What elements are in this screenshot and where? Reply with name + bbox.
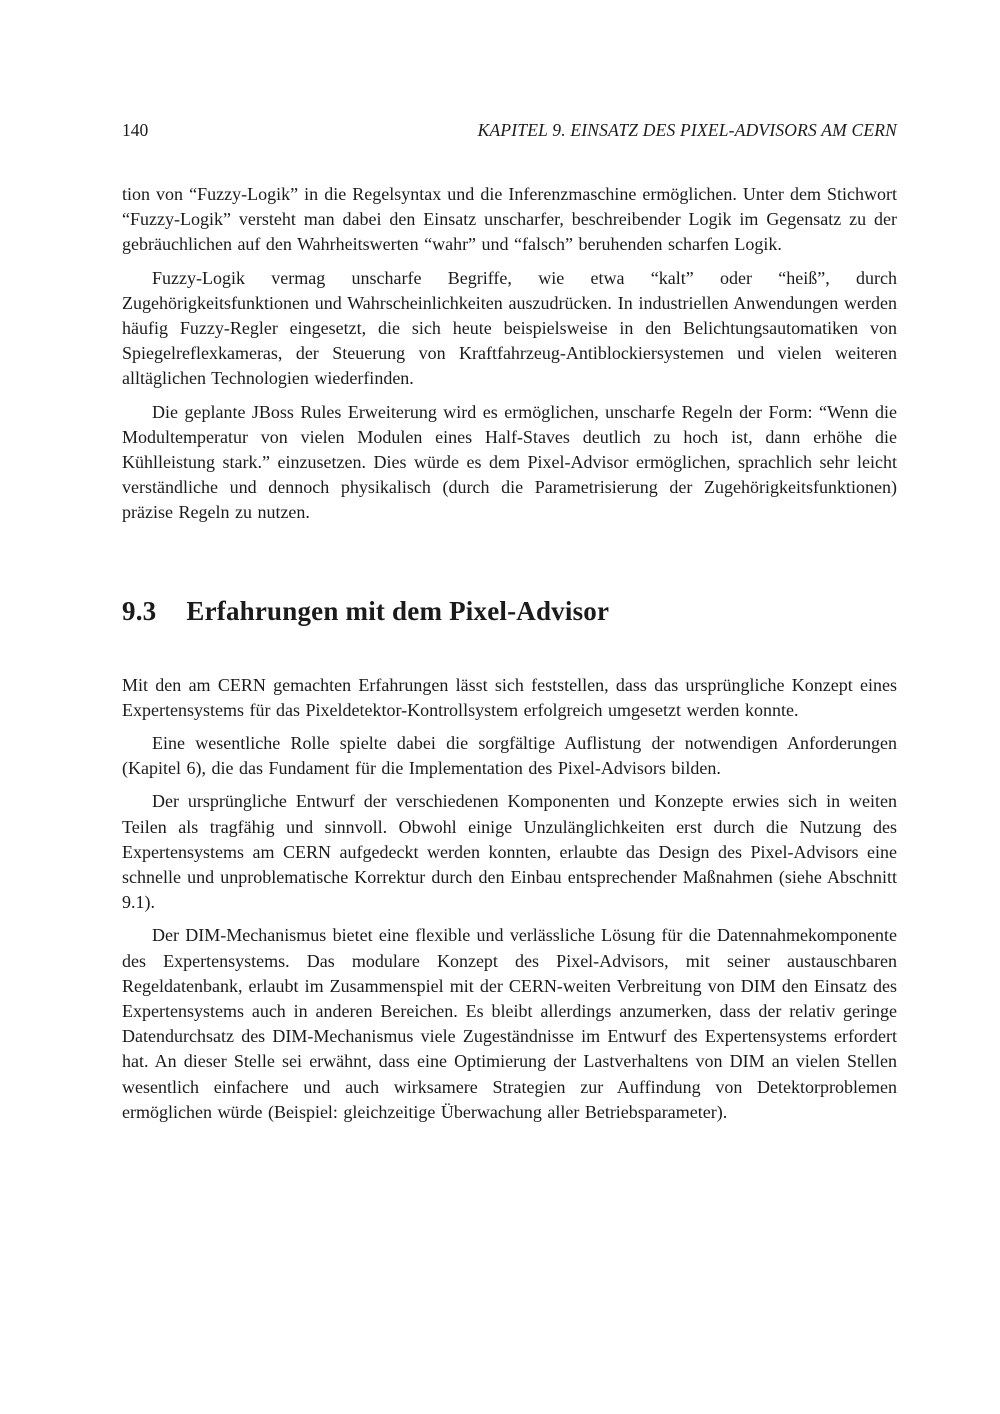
paragraph-cern-experience: Mit den am CERN gemachten Erfahrungen lässt sich feststellen, dass das ursprüngliche Konzept eines Expertensystems für das Pixeldetektor-Kontrollsystem erfolgreich umgesetzt werden konnte. bbox=[122, 674, 897, 720]
page-number: 140 bbox=[122, 120, 149, 140]
section-heading bbox=[122, 596, 897, 627]
paragraph-fuzzy-intro: tion von “Fuzzy-Logik” in die Regelsyntax und die Inferenzmaschine ermöglichen. Unter dem Stichwort “Fuzzy-Logik” versteht man dabei den Einsatz unscharfer, beschreibender Logik im Gegensatz zu der gebräuchlichen auf den Wahrheitswerten “wahr” und “falsch” beruhenden scharfen Logik. bbox=[122, 184, 897, 255]
paragraph-requirements: Eine wesentliche Rolle spielte dabei die sorgfältige Auflistung der notwendigen Anforderungen (Kapitel 6), die das Fundament für die Implementation des Pixel-Advisors bilden. bbox=[122, 733, 897, 779]
chapter-running-title: KAPITEL 9. EINSATZ DES PIXEL-ADVISORS AM CERN bbox=[477, 120, 897, 140]
section-title: Erfahrungen mit dem Pixel-Advisor bbox=[186, 595, 610, 626]
paragraph-dim-mechanism: Der DIM-Mechanismus bietet eine flexible und verlässliche Lösung für die Datennahmekomponente des Expertensystems. Das modulare Konzept des Pixel-Advisors, mit seiner austauschbaren Regeldatenbank, erlaubt im Zusammenspiel mit der CERN-weiten Verbreitung von DIM den Einsatz des Expertensystems auch in anderen Bereichen. Es bleibt allerdings anzumerken, dass der relativ geringe Datendurchsatz des DIM-Mechanismus viele Zugeständnisse im Entwurf des Expertensystems erfordert hat. An dieser Stelle sei erwähnt, dass eine Optimierung der Lastverhaltens von DIM an vielen Stellen wesentlich einfachere und auch wirksamere Strategien zur Auffindung von Detektorproblemen ermöglichen würde (Beispiel: gleichzeitige Überwachung aller Betriebsparameter). bbox=[122, 925, 897, 1122]
page-body bbox=[122, 182, 897, 1125]
paragraph-design-review: Der ursprüngliche Entwurf der verschiedenen Komponenten und Konzepte erwies sich in weiten Teilen als tragfähig und sinnvoll. Obwohl einige Unzulänglichkeiten erst durch die Nutzung des Expertensystems am CERN aufgedeckt werden konnten, erlaubte das Design des Pixel-Advisors eine schnelle und unproblematische Korrektur durch den Einbau entsprechender Maßnahmen (siehe Abschnitt 9.1). bbox=[122, 791, 897, 913]
section-number: 9.3 bbox=[122, 595, 157, 626]
paragraph-fuzzy-examples: Fuzzy-Logik vermag unscharfe Begriffe, wie etwa “kalt” oder “heiß”, durch Zugehörigkeitsfunktionen und Wahrscheinlichkeiten auszudrücken. In industriellen Anwendungen werden häufig Fuzzy-Regler eingesetzt, die sich heute beispielsweise in den Belichtungsautomatiken von Spiegelreflexkameras, der Steuerung von Kraftfahrzeug-Antiblockiersystemen und vielen weiteren alltäglichen Technologien wiederfinden. bbox=[122, 267, 897, 389]
page-header bbox=[122, 120, 897, 141]
paragraph-jboss-rules: Die geplante JBoss Rules Erweiterung wird es ermöglichen, unscharfe Regeln der Form: “Wenn die Modultemperatur von vielen Modulen eines Half-Staves deutlich zu hoch ist, dann erhöhe die Kühlleistung stark.” einzusetzen. Dies würde es dem Pixel-Advisor ermöglichen, sprachlich sehr leicht verständliche und dennoch physikalisch (durch die Parametrisierung der Zugehörigkeitsfunktionen) präzise Regeln zu nutzen. bbox=[122, 401, 897, 523]
